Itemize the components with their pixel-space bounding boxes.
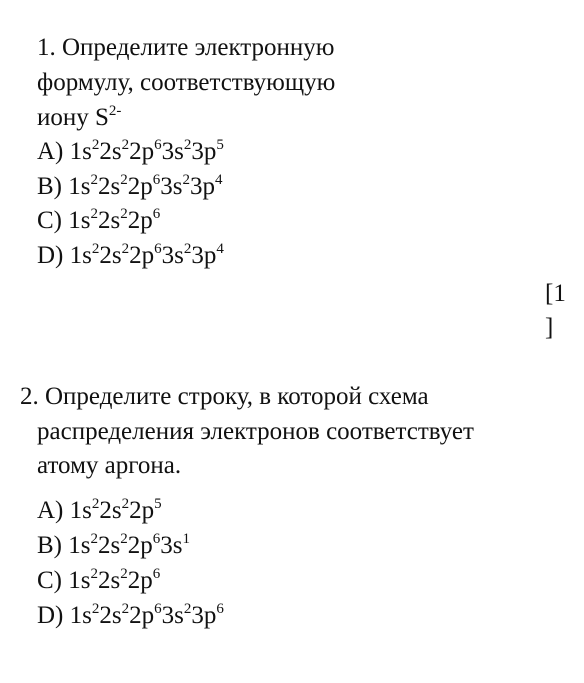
orbital-label: 1s [69, 602, 92, 629]
orbital-label: 2s [97, 173, 121, 200]
electron-count: 6 [152, 171, 161, 188]
electron-count: 2 [90, 205, 98, 222]
orbital-label: 3s [161, 242, 184, 269]
option-letter: B) [37, 173, 69, 200]
orbital-label: 1s [69, 242, 92, 269]
orbital-label: 3s [161, 138, 184, 165]
orbital-label: 3p [189, 173, 215, 200]
question-2-text-line-3: атому аргона. [37, 452, 182, 479]
electron-count: 2 [91, 136, 100, 153]
electron-count: 4 [214, 171, 223, 188]
electron-count: 2 [121, 495, 130, 512]
electron-count: 6 [152, 205, 161, 222]
orbital-label: 3p [191, 138, 217, 165]
electron-count: 2 [120, 565, 128, 582]
orbital-label: 3s [160, 532, 183, 559]
orbital-label: 2s [99, 138, 122, 165]
orbital-label: 1s [68, 207, 91, 234]
orbital-label: 2p [127, 532, 153, 559]
orbital-label: 1s [68, 532, 91, 559]
electron-count: 2 [90, 565, 98, 582]
electron-count: 2 [90, 171, 98, 188]
question-1-option-b [37, 172, 222, 202]
orbital-label: 2s [97, 207, 121, 234]
orbital-label: 2p [129, 242, 155, 269]
electron-count: 5 [154, 495, 162, 512]
orbital-label: 2s [99, 242, 122, 269]
orbital-label: 2p [127, 567, 153, 594]
electron-count: 1 [182, 530, 190, 547]
option-letter: C) [37, 567, 69, 594]
electron-count: 6 [154, 136, 162, 153]
electron-count: 2 [121, 136, 130, 153]
question-2-option-c [37, 566, 160, 596]
orbital-label: 2s [99, 497, 122, 524]
orbital-label: 3p [191, 242, 217, 269]
electron-count: 2 [91, 495, 100, 512]
option-letter: B) [37, 532, 69, 559]
orbital-label: 1s [69, 138, 92, 165]
option-letter: D) [37, 602, 70, 629]
orbital-label: 2p [129, 138, 155, 165]
electron-count: 5 [216, 136, 224, 153]
orbital-label: 2s [99, 602, 122, 629]
orbital-label: 3p [191, 602, 217, 629]
orbital-label: 2s [97, 567, 121, 594]
orbital-label: 2p [127, 207, 153, 234]
electron-count: 6 [154, 600, 162, 617]
electron-count: 2 [91, 240, 100, 257]
question-2-text-line-1: 2. Определите строку, в которой схема [20, 383, 429, 410]
question-2-option-b [37, 531, 190, 561]
electron-count: 2 [91, 600, 100, 617]
question-1-text-line-3 [37, 103, 121, 133]
electron-count: 4 [216, 240, 224, 257]
electron-count: 2 [121, 240, 130, 257]
electron-count: 2 [120, 205, 128, 222]
electron-count: 6 [154, 240, 162, 257]
orbital-label: 2p [129, 602, 155, 629]
option-letter: A) [37, 497, 70, 524]
option-letter: C) [37, 207, 69, 234]
electron-count: 2 [183, 136, 192, 153]
electron-count: 2 [120, 171, 128, 188]
option-letter: A) [37, 138, 70, 165]
electron-count: 2 [121, 600, 130, 617]
orbital-label: 2s [97, 532, 121, 559]
electron-count: 2 [183, 240, 192, 257]
option-letter: D) [37, 242, 70, 269]
orbital-label: 3s [161, 602, 184, 629]
question-2-option-a [37, 496, 162, 526]
electron-count: 2 [182, 171, 190, 188]
electron-count: 2 [90, 530, 98, 547]
question-2-text-line-2: распределения электронов соответствует [37, 418, 474, 445]
orbital-label: 3s [160, 173, 183, 200]
electron-count: 6 [152, 530, 161, 547]
question-1-text-line-2: формулу, соответствующую [37, 69, 336, 96]
orbital-label: 2p [127, 173, 153, 200]
score-marker-close: ] [545, 314, 554, 341]
question-1-option-d [37, 241, 224, 271]
electron-count: 6 [152, 565, 161, 582]
question-2-option-d [37, 601, 224, 631]
ion-charge: 2- [108, 102, 122, 119]
orbital-label: 1s [68, 173, 91, 200]
orbital-label: 1s [69, 497, 92, 524]
orbital-label: 1s [68, 567, 91, 594]
electron-count: 6 [216, 600, 224, 617]
question-1-option-a [37, 137, 224, 167]
electron-count: 2 [120, 530, 128, 547]
score-marker-open: [1 [545, 280, 566, 307]
question-1-text-line-1: 1. Определите электронную [37, 34, 335, 61]
question-1-option-c [37, 206, 160, 236]
electron-count: 2 [183, 600, 192, 617]
question-1-ion-text: иону S [37, 104, 109, 131]
orbital-label: 2p [129, 497, 155, 524]
